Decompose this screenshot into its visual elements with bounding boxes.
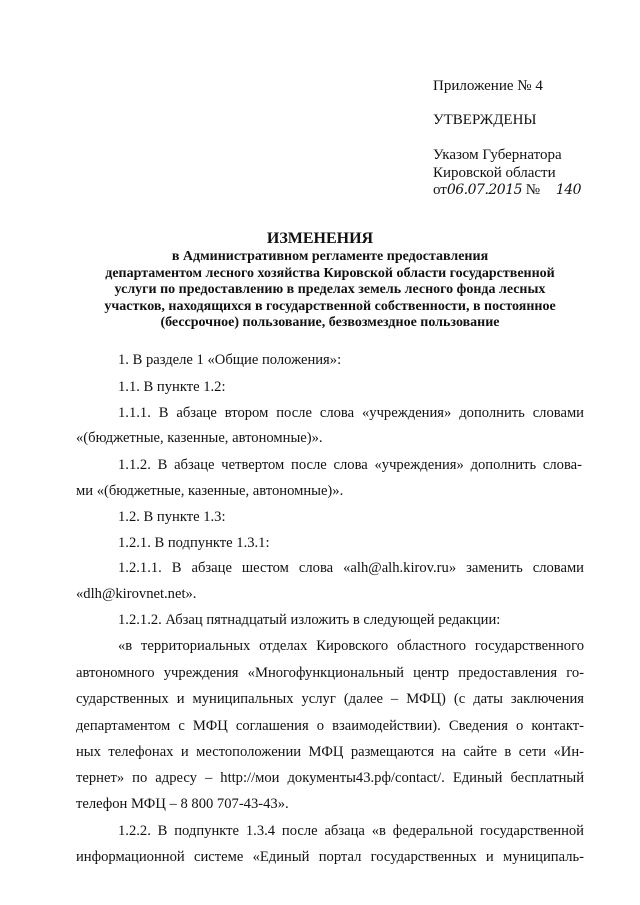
- subtitle-line: (бессрочное) пользование, безвозмездное пользование: [160, 315, 500, 331]
- item-1-1-2-line-1: 1.1.2. В абзаце четвертом после слова «учреждения» дополнить слова-: [118, 457, 582, 473]
- document-title: ИЗМЕНЕНИЯ: [266, 230, 374, 247]
- appendix-label: Приложение № 4: [433, 78, 543, 94]
- number-label: №: [525, 182, 541, 198]
- quote-line: сударственных и муниципальных услуг (далее – МФЦ) (с даты заключения: [76, 691, 584, 707]
- decree-line-1: Указом Губернатора: [433, 147, 562, 163]
- approved-label: УТВЕРЖДЕНЫ: [433, 112, 537, 128]
- quote-line: департаментом с МФЦ соглашения о взаимодействии). Сведения о контакт-: [76, 718, 584, 734]
- quote-line: «в территориальных отделах Кировского областного государственного: [118, 638, 584, 654]
- item-1-2-1-2: 1.2.1.2. Абзац пятнадцатый изложить в следующей редакции:: [118, 612, 501, 628]
- item-1-2-2-line-1: 1.2.2. В подпункте 1.3.4 после абзаца «в федеральной государственной: [118, 823, 584, 839]
- quote-line: ных телефонах и местоположении МФЦ размещаются на сайте в сети «Ин-: [76, 744, 584, 760]
- decree-line-2: Кировской области: [433, 165, 556, 181]
- item-1-1: 1.1. В пункте 1.2:: [118, 379, 226, 395]
- item-1-2: 1.2. В пункте 1.3:: [118, 509, 226, 525]
- quote-line: автономного учреждения «Многофункциональный центр предоставления го-: [76, 665, 584, 681]
- quote-line: телефон МФЦ – 8 800 707-43-43».: [76, 796, 289, 812]
- subtitle-line: в Административном регламенте предоставления: [171, 249, 489, 264]
- item-1-2-2-line-2: информационной системе «Единый портал государственных и муниципаль-: [76, 849, 584, 865]
- item-1-2-1: 1.2.1. В подпункте 1.3.1:: [118, 535, 270, 551]
- handwritten-date: 06.07.2015: [446, 182, 523, 198]
- decree-date-line: [433, 181, 581, 199]
- item-1-1-1-line-1: 1.1.1. В абзаце втором после слова «учреждения» дополнить словами: [118, 405, 584, 421]
- item-1-2-1-1-line-2: «dlh@kirovnet.net».: [76, 586, 197, 602]
- handwritten-number: 140: [555, 182, 582, 198]
- item-1-1-1-line-2: «(бюджетные, казенные, автономные)».: [76, 430, 323, 446]
- quote-line: тернет» по адресу – http://мои документы43.рф/contact/. Единый бесплатный: [76, 770, 584, 786]
- subtitle-line: услуги по предоставлению в пределах земель лесного фонда лесных: [114, 282, 546, 298]
- subtitle-line: департаментом лесного хозяйства Кировской области государственной: [105, 265, 555, 281]
- item-1-2-1-1-line-1: 1.2.1.1. В абзаце шестом слова «alh@alh.kirov.ru» заменить словами: [118, 560, 584, 576]
- date-prefix: от: [433, 182, 447, 198]
- subtitle-line: участков, находящихся в государственной собственности, в постоянное: [104, 298, 556, 314]
- document-subtitle: [80, 249, 580, 332]
- item-1-1-2-line-2: ми «(бюджетные, казенные, автономные)».: [76, 483, 344, 499]
- section-1: 1. В разделе 1 «Общие положения»:: [118, 352, 342, 368]
